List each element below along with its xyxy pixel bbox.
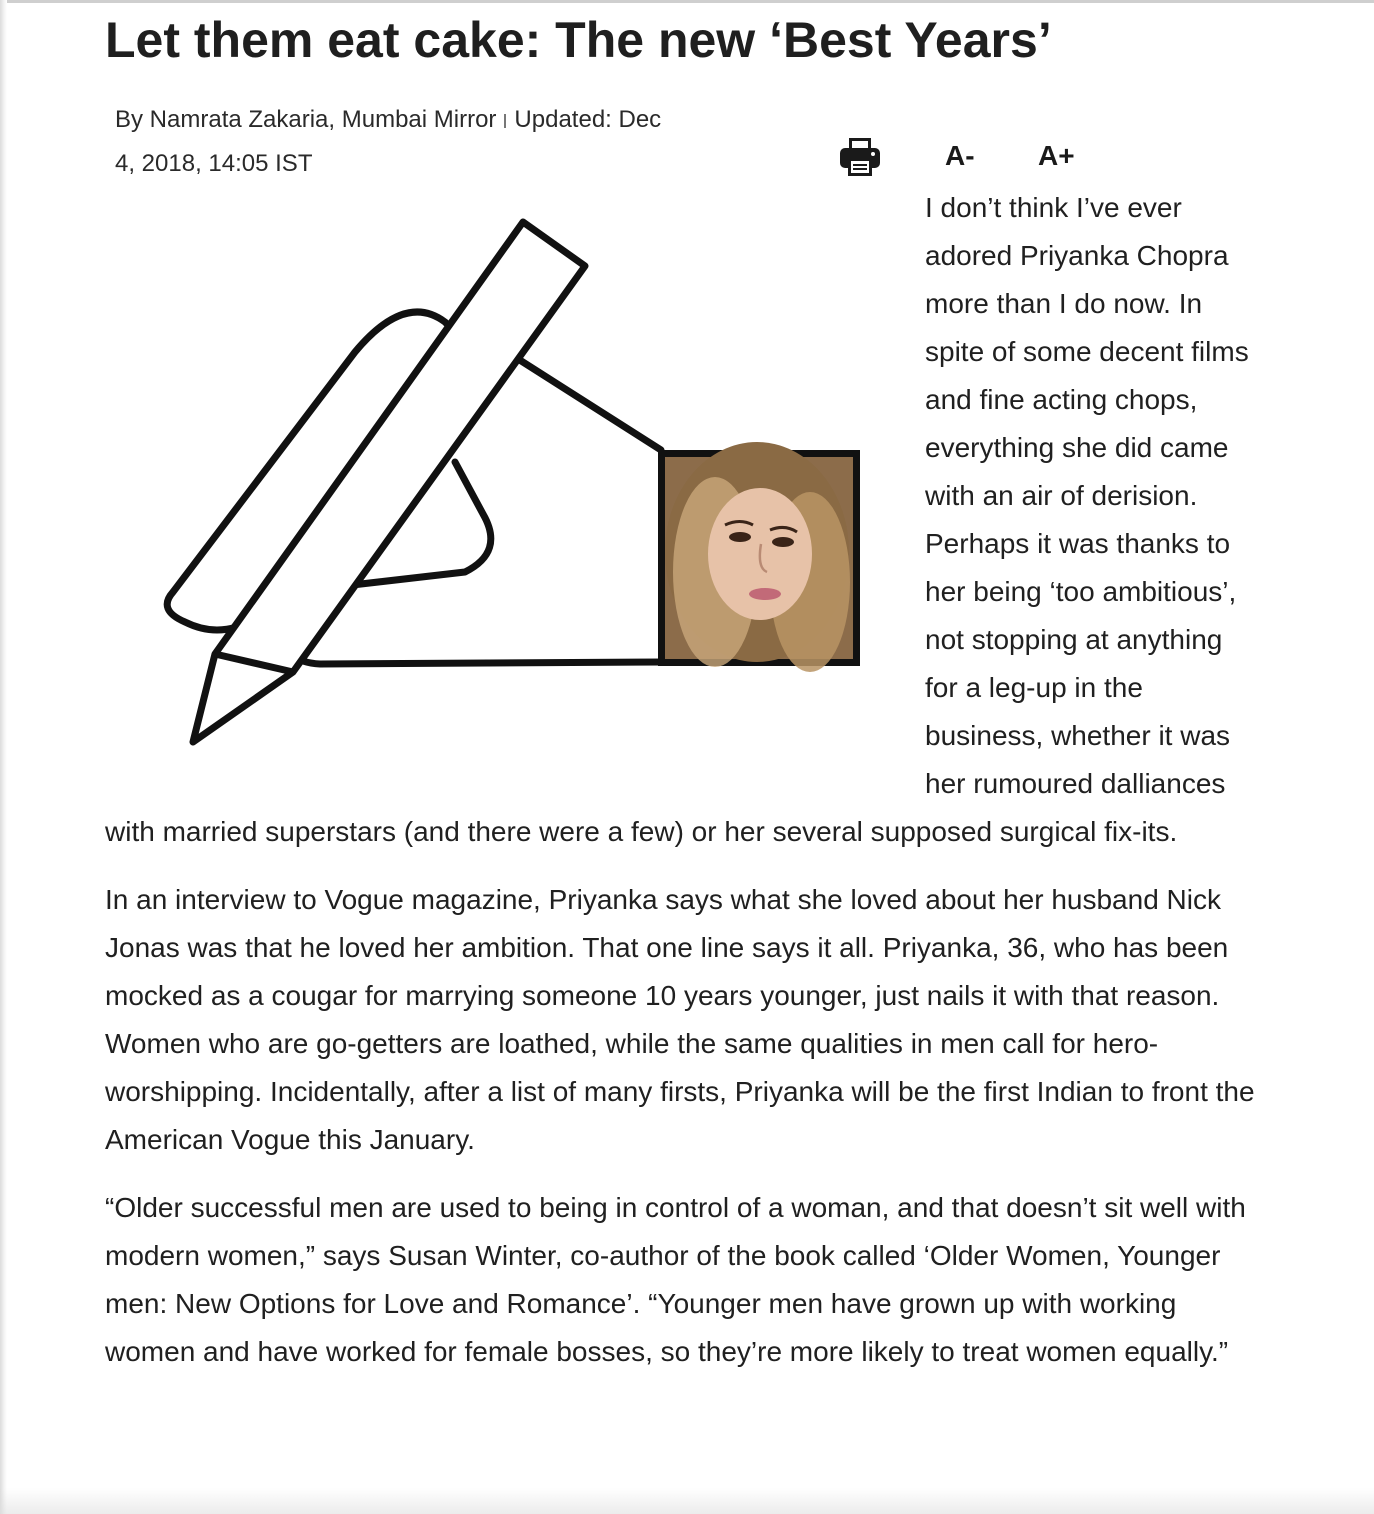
printer-icon[interactable]: [838, 136, 882, 178]
paragraph-1: I don’t think I’ve ever adored Priyanka Chopra more than I do now. In spite of some decent films and fine acting chops, everything she did came with an air of derision. Perhaps it was thanks to her being ‘too ambitious’, not stopping at anything for a leg-up in the business, whether it was her rumoured dalliances with married superstars (and there were a few) or her several supposed surgical fix-its.: [105, 192, 1249, 847]
window-top-edge: [0, 0, 1374, 3]
paragraph-2: In an interview to Vogue magazine, Priyanka says what she loved about her husband Nick Jonas was that he loved her ambition. That one line says it all. Priyanka, 36, who has been mocked as a cougar for marrying someone 10 years younger, just nails it with that reason. Women who are go-getters are loathed, while the same qualities in men call for hero-worshipping. Incidentally, after a list of many firsts, Priyanka will be the first Indian to front the American Vogue this January.: [105, 884, 1255, 1155]
byline: [115, 98, 715, 186]
byline-updated: Updated: Dec: [514, 106, 662, 133]
article-tools: [838, 134, 1138, 178]
paragraph-3: “Older successful men are used to being in control of a woman, and that doesn’t sit well with modern women,” says Susan Winter, co-author of the book called ‘Older Women, Younger men: New Options for Love and Romance’. “Younger men have grown up with working women and have worked for female bosses, so they’re more likely to treat women equally.”: [105, 1192, 1246, 1367]
font-decrease-button[interactable]: A-: [945, 138, 975, 174]
byline-timestamp: 4, 2018, 14:05 IST: [115, 150, 313, 177]
byline-author: By Namrata Zakaria, Mumbai Mirror: [115, 106, 497, 133]
image-float-spacer: [105, 184, 925, 808]
window-bottom-fade: [0, 1488, 1374, 1514]
font-increase-button[interactable]: A+: [1038, 138, 1075, 174]
window-left-edge: [0, 0, 7, 1514]
article-title: Let them eat cake: The new ‘Best Years’: [105, 12, 1052, 68]
article-body: [105, 184, 1255, 1396]
byline-separator: [504, 114, 506, 128]
